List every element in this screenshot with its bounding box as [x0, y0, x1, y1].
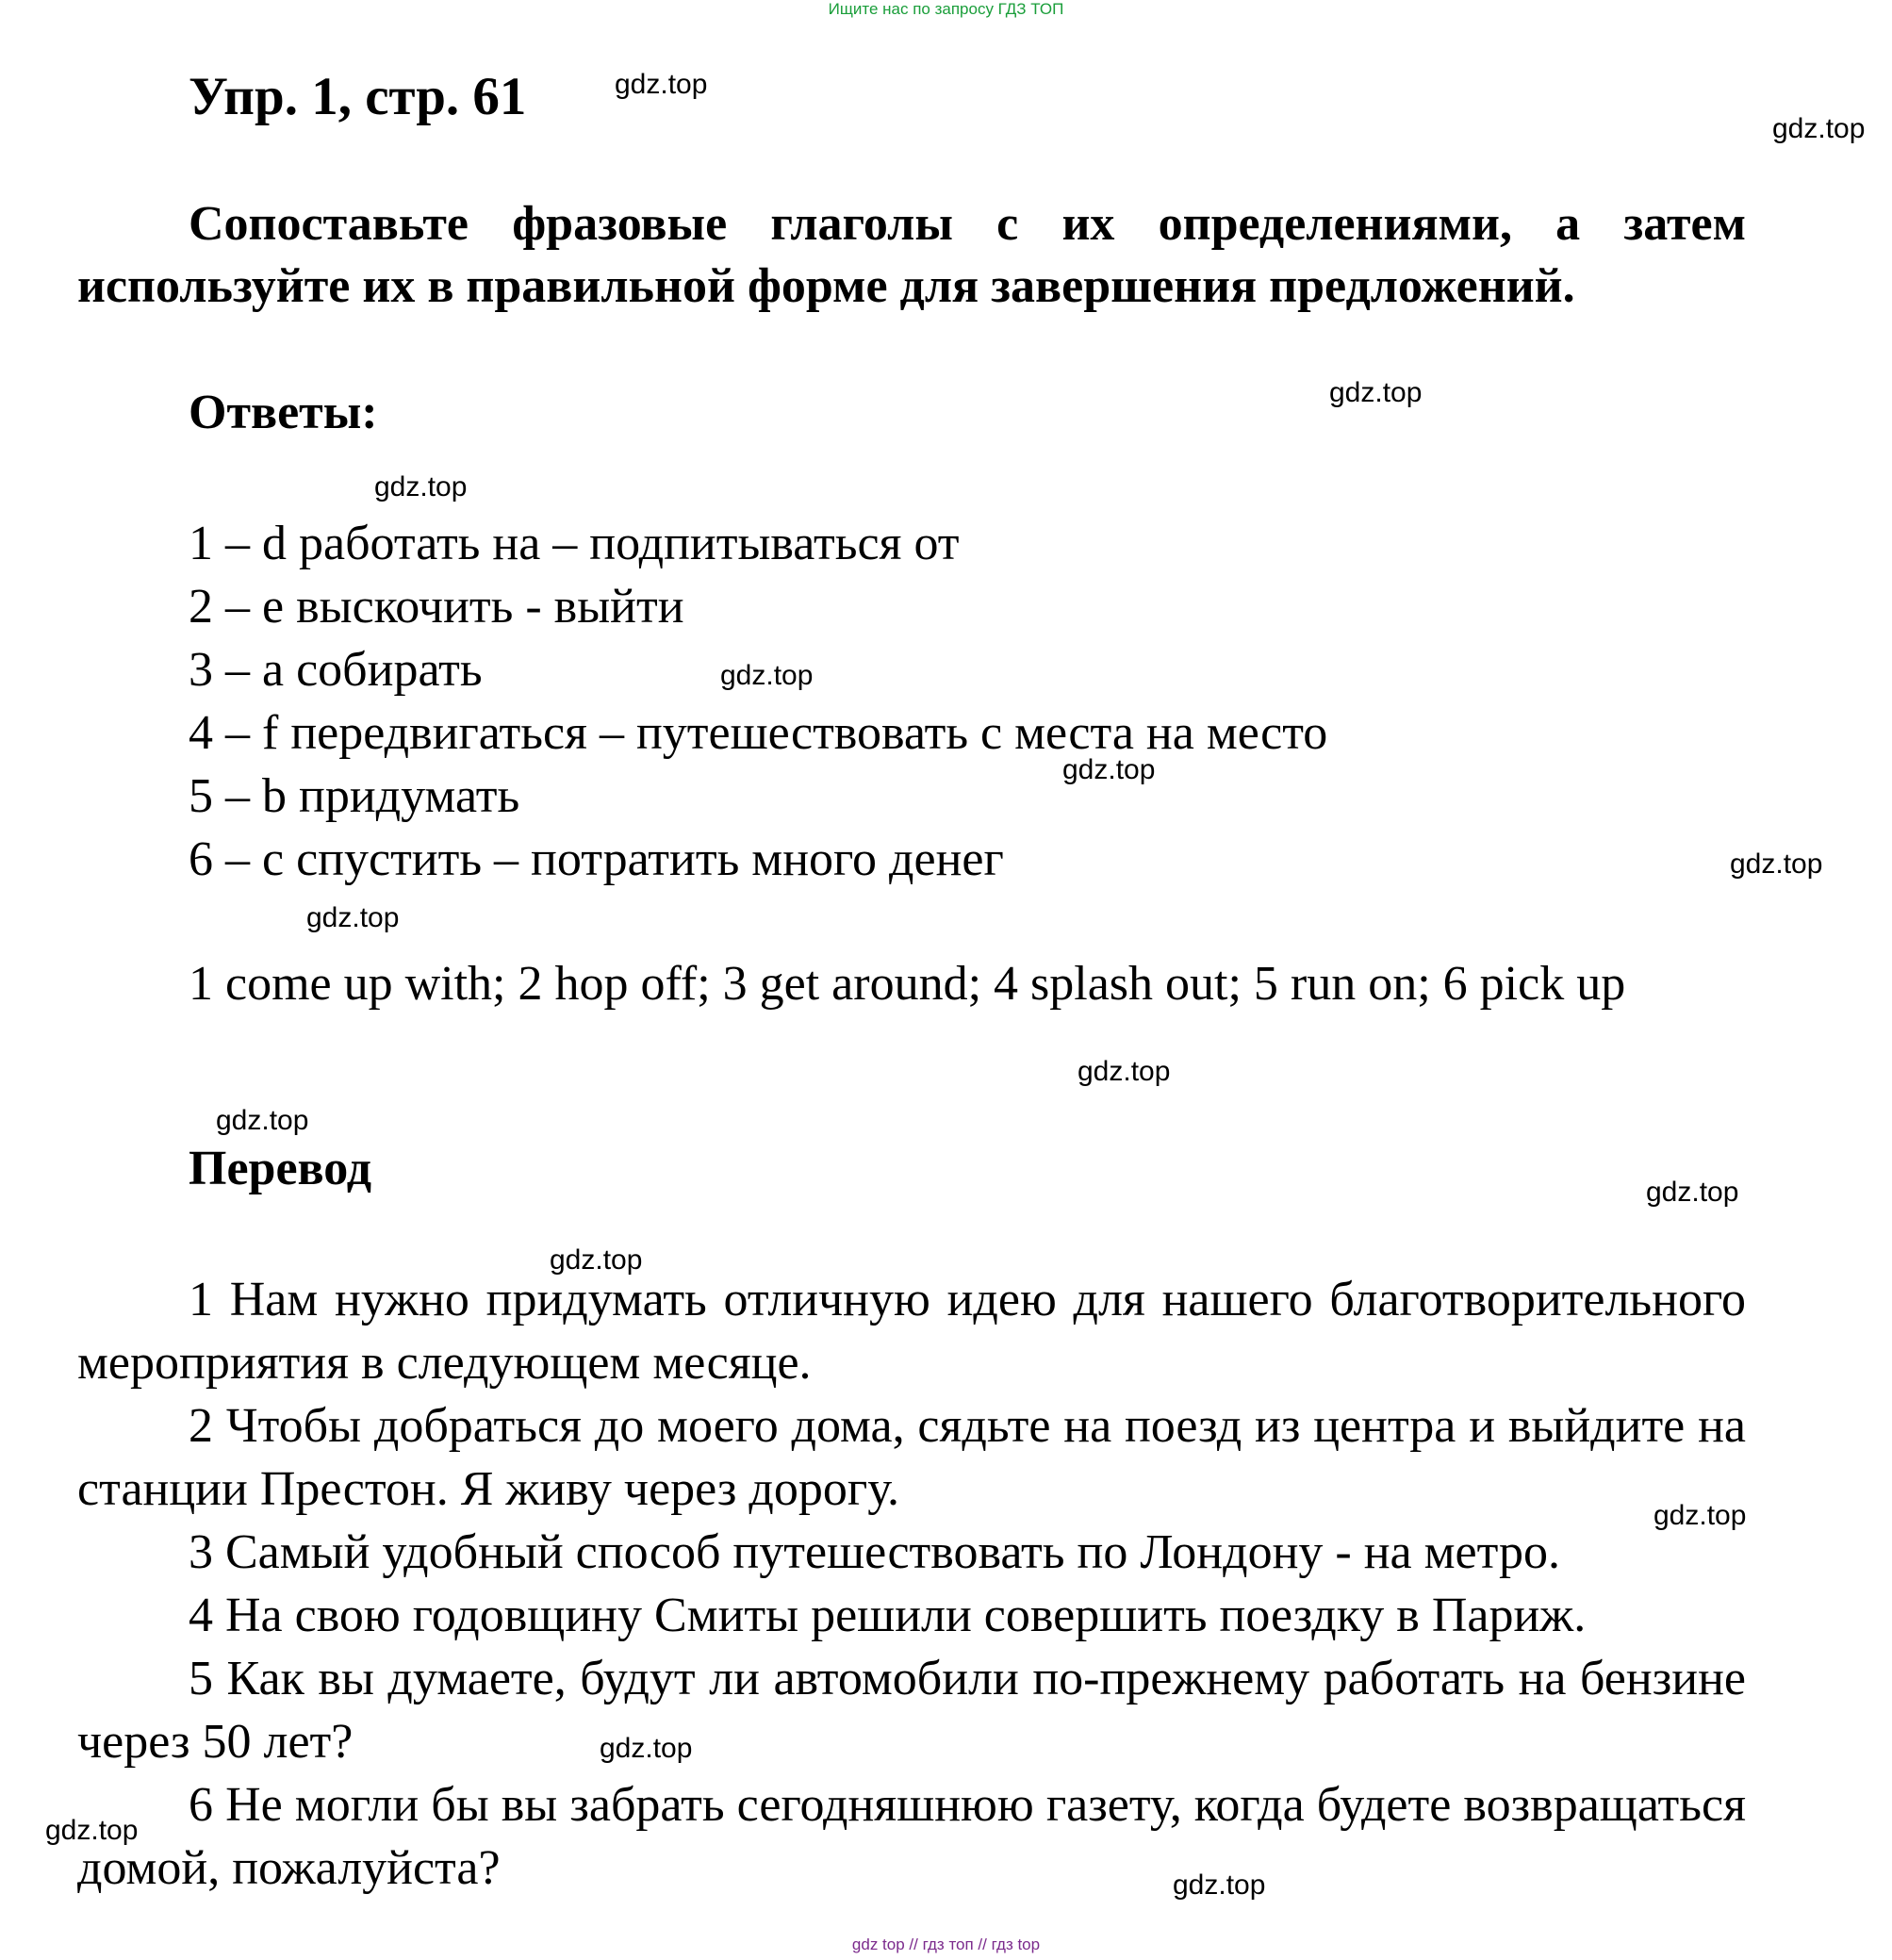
watermark: gdz.top	[1078, 1056, 1171, 1087]
watermark: gdz.top	[615, 69, 708, 100]
match-item: 5 – b придумать	[189, 769, 520, 823]
match-item: 6 – c спустить – потратить много денег	[189, 832, 1004, 886]
footer-note[interactable]: gdz top // гдз топ // гдз top	[851, 1935, 1041, 1953]
task-instruction: Сопоставьте фразовые глаголы с их определениями, а затем используйте их в правильной форме для завершения предложений.	[77, 197, 1746, 313]
watermark: gdz.top	[306, 902, 400, 933]
phrasal-verb-answers: 1 come up with; 2 hop off; 3 get around; 4 splash out; 5 run on; 6 pick up	[189, 957, 1626, 1011]
watermark: gdz.top	[550, 1244, 643, 1276]
watermark: gdz.top	[1646, 1177, 1739, 1208]
translation-sentence: 5 Как вы думаете, будут ли автомобили по-прежнему работать на бензине через 50 лет?	[77, 1652, 1746, 1769]
matches-list	[189, 512, 1327, 891]
match-item: 2 – e выскочить - выйти	[189, 580, 684, 634]
watermark: gdz.top	[1329, 377, 1423, 408]
watermark: gdz.top	[1173, 1869, 1266, 1901]
match-item: 3 – a собирать	[189, 643, 483, 697]
exercise-title: Упр. 1, стр. 61	[189, 67, 527, 126]
watermark: gdz.top	[1062, 754, 1156, 785]
match-item: 1 – d работать на – подпитываться от	[189, 517, 960, 570]
watermark: gdz.top	[1730, 848, 1823, 880]
translation-sentence: 6 Не могли бы вы забрать сегодняшнюю газету, когда будете возвращаться домой, пожалуйста?	[77, 1778, 1746, 1895]
translation-sentence: 1 Нам нужно придумать отличную идею для нашего благотворительного мероприятия в следующем месяце.	[77, 1273, 1746, 1390]
watermark: gdz.top	[216, 1105, 309, 1136]
answers-heading: Ответы:	[189, 386, 378, 439]
translation-sentence: 4 На свою годовщину Смиты решили совершить поездку в Париж.	[189, 1589, 1587, 1642]
watermark: gdz.top	[1772, 113, 1866, 144]
translation-sentence: 2 Чтобы добраться до моего дома, сядьте на поезд из центра и выйдите на станции Престон. Я живу через дорогу.	[77, 1399, 1746, 1516]
match-item: 4 – f передвигаться – путешествовать с места на место	[189, 706, 1328, 760]
watermark: gdz.top	[1653, 1500, 1747, 1531]
translation-heading: Перевод	[189, 1142, 372, 1195]
translation-list	[77, 1268, 1746, 1900]
translation-sentence: 3 Самый удобный способ путешествовать по Лондону - на метро.	[189, 1525, 1560, 1579]
watermark: gdz.top	[600, 1733, 693, 1764]
watermark: gdz.top	[374, 471, 468, 502]
watermark: gdz.top	[720, 660, 814, 691]
header-search-note[interactable]: Ищите нас по запросу ГДЗ ТОП	[828, 0, 1064, 18]
watermark: gdz.top	[45, 1815, 139, 1846]
